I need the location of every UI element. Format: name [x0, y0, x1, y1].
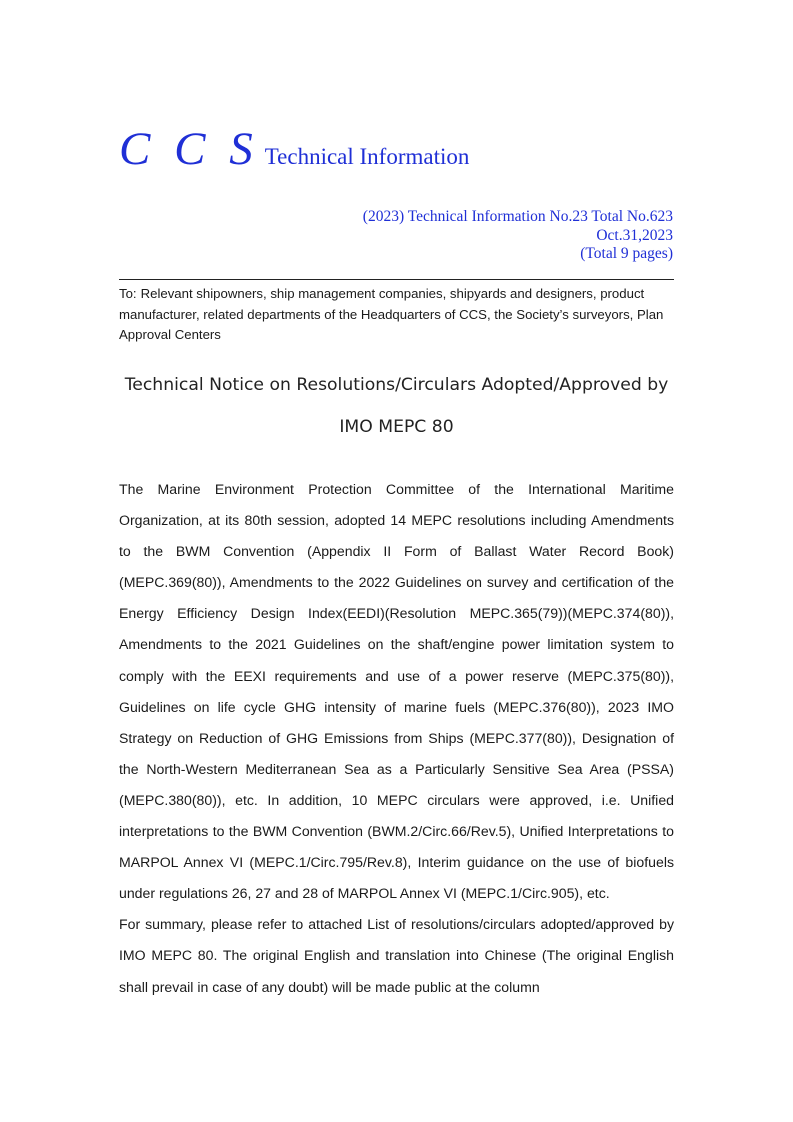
body-paragraph-2: For summary, please refer to attached List of resolutions/circulars adopted/approved by IMO MEPC 80. The original English and translation into Chinese (The original English shall prevail in case of any doubt) will be made public at the column — [119, 916, 674, 995]
body-paragraph-1: The Marine Environment Protection Committee of the International Maritime Organization, at its 80th session, adopted 14 MEPC resolutions including Amendments to the BWM Convention (Appendix II Form of Ballast Water Record Book)(MEPC.369(80)), Amendments to the 2022 Guidelines on survey and certification of the Energy Efficiency Design Index(EEDI)(Resolution MEPC.365(79))(MEPC.374(80)), Amendments to the 2021 Guidelines on the shaft/engine power limitation system to comply with the EEXI requirements and use of a power reserve (MEPC.375(80)), Guidelines on life cycle GHG intensity of marine fuels (MEPC.376(80)), 2023 IMO Strategy on Reduction of GHG Emissions from Ships (MEPC.377(80)), Designation of the North-Western Mediterranean Sea as a Particularly Sensitive Sea Area (PSSA) (MEPC.380(80)), etc. In addition, 10 MEPC circulars were approved, i.e. Unified interpretations to the BWM Convention (BWM.2/Circ.66/Rev.5), Unified Interpretations to MARPOL Annex VI (MEPC.1/Circ.795/Rev.8), Interim guidance on the use of biofuels under regulations 26, 27 and 28 of MARPOL Annex VI (MEPC.1/Circ.905), etc. — [119, 481, 674, 902]
body-text — [119, 474, 674, 1003]
recipients-block — [119, 284, 679, 346]
brand-subtitle: Technical Information — [264, 144, 470, 169]
recipients-text: Relevant shipowners, ship management companies, shipyards and designers, product manufacturer, related departments of the Headquarters of CCS, the Society’s surveyors, Plan Approval Centers — [119, 286, 664, 342]
ccs-header — [119, 122, 469, 176]
recipients-prefix: To: — [119, 286, 137, 301]
document-title-line1: Technical Notice on Resolutions/Circulars Adopted/Approved by — [124, 375, 669, 395]
meta-pages: (Total 9 pages) — [580, 245, 673, 262]
meta-date: Oct.31,2023 — [596, 226, 673, 244]
document-meta — [363, 208, 673, 264]
brand-logo-text: C C S — [119, 123, 259, 175]
header-divider — [119, 279, 674, 280]
document-title-line2: IMO MEPC 80 — [339, 417, 454, 437]
meta-number: (2023) Technical Information No.23 Total No.623 — [362, 208, 673, 225]
